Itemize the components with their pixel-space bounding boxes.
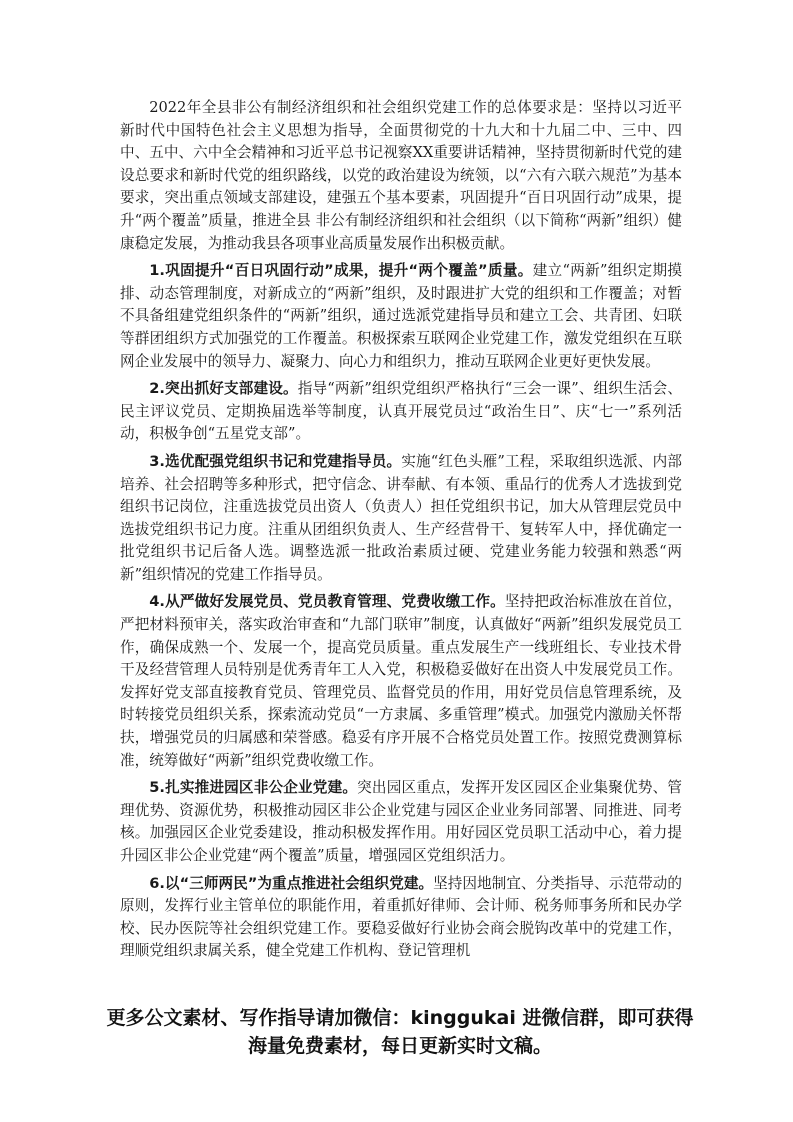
- promo-line-2: 海量免费素材，每日更新实时文稿。: [247, 1035, 552, 1057]
- section-heading-1: 1.巩固提升“百日巩固行动”成果，提升“两个覆盖”质量。: [149, 262, 533, 280]
- section-heading-3: 3.选优配强党组织书记和党建指导员。: [149, 452, 402, 470]
- document-body: [120, 97, 682, 968]
- section-paragraph-6: [120, 873, 682, 963]
- section-heading-4: 4.从严做好发展党员、党员教育管理、党费收缴工作。: [149, 593, 505, 611]
- section-paragraph-2: [120, 378, 682, 446]
- section-heading-2: 2.突出抓好支部建设。: [149, 380, 298, 398]
- section-paragraph-3: [120, 451, 682, 587]
- section-paragraph-5: [120, 777, 682, 867]
- section-body-2: 指导“两新”组织党组织严格执行“三会一课”、组织生活会、民主评议党员、定期换届选举等制度，认真开展党员过“政治生日”、庆“七一”系列活动，积极争创“五星党支部”。: [120, 380, 682, 443]
- section-body-4: 坚持把政治标准放在首位，严把材料预审关，落实政治审查和“九部门联审”制度，认真做好“两新”组织发展党员工作，确保成熟一个、发展一个，提高党员质量。重点发展生产一线班组长、专业技术骨干及经营管理人员特别是优秀青年工人入党，积极稳妥做好在出资人中发展党员工作。发挥好党支部直接教育党员、管理党员、监督党员的作用，用好党员信息管理系统，及时转接党员组织关系，探索流动党员“一方隶属、多重管理”模式。加强党内激励关怀帮扶，增强党员的归属感和荣誉感。稳妥有序开展不合格党员处置工作。按照党费测算标准，统筹做好“两新”组织党费收缴工作。: [120, 593, 682, 769]
- section-heading-5: 5.扎实推进园区非公企业党建。: [149, 779, 358, 797]
- promo-line-1: 更多公文素材、写作指导请加微信：kinggukai 进微信群，即可获得: [106, 1007, 694, 1029]
- section-body-6: 坚持因地制宜、分类指导、示范带动的原则，发挥行业主管单位的职能作用，着重抓好律师、会计师、税务师事务所和民办学校、民办医院等社会组织党建工作。要稳妥做好行业协会商会脱钩改革中的党建工作，理顺党组织隶属关系，健全党建工作机构、登记管理机: [120, 874, 682, 960]
- section-body-3: 实施“红色头雁”工程，采取组织选派、内部培养、社会招聘等多种形式，把守信念、讲奉献、有本领、重品行的优秀人才选拔到党组织书记岗位，注重选拔党员出资人（负责人）担任党组织书记，加大从管理层党员中选拔党组织书记力度。注重从团组织负责人、生产经营骨干、复转军人中，择优确定一批党组织书记后备人选。调整选派一批政治素质过硬、党建业务能力较强和熟悉“两新”组织情况的党建工作指导员。: [120, 452, 682, 583]
- intro-paragraph: 2022年全县非公有制经济组织和社会组织党建工作的总体要求是：坚持以习近平新时代中国特色社会主义思想为指导，全面贯彻党的十九大和十九届二中、三中、四中、五中、六中全会精神和习近平总书记视察XX重要讲话精神，坚持贯彻新时代党的建设总要求和新时代党的组织路线，以党的政治建设为统领，以“六有六联六规范”为基本要求，突出重点领域支部建设，建强五个基本要素，巩固提升“百日巩固行动”成果，提升“两个覆盖”质量，推进全县 非公有制经济组织和社会组织（以下简称“两新”组织）健康稳定发展，为推动我县各项事业高质量发展作出积极贡献。: [120, 99, 682, 252]
- section-heading-6: 6.以“三师两民”为重点推进社会组织党建。: [149, 874, 434, 892]
- section-body-1: 建立“两新”组织定期摸排、动态管理制度，对新成立的“两新”组织，及时跟进扩大党的组织和工作覆盖；对暂不具备组建党组织条件的“两新”组织，通过选派党建指导员和建立工会、共青团、妇联等群团组织方式加强党的工作覆盖。积极探索互联网企业党建工作，激发党组织在互联网企业发展中的领导力、凝聚力、向心力和组织力，推动互联网企业更好更快发展。: [120, 262, 682, 370]
- section-body-5: 突出园区重点，发挥开发区园区企业集聚优势、管理优势、资源优势，积极推动园区非公企业党建与园区企业业务同部署、同推进、同考核。加强园区企业党委建设，推动积极发挥作用。用好园区党员职工活动中心，着力提升园区非公企业党建“两个覆盖”质量，增强园区党组织活力。: [120, 779, 682, 864]
- section-paragraph-1: [120, 260, 682, 373]
- promo-footer: [100, 1004, 700, 1060]
- section-paragraph-4: [120, 591, 682, 772]
